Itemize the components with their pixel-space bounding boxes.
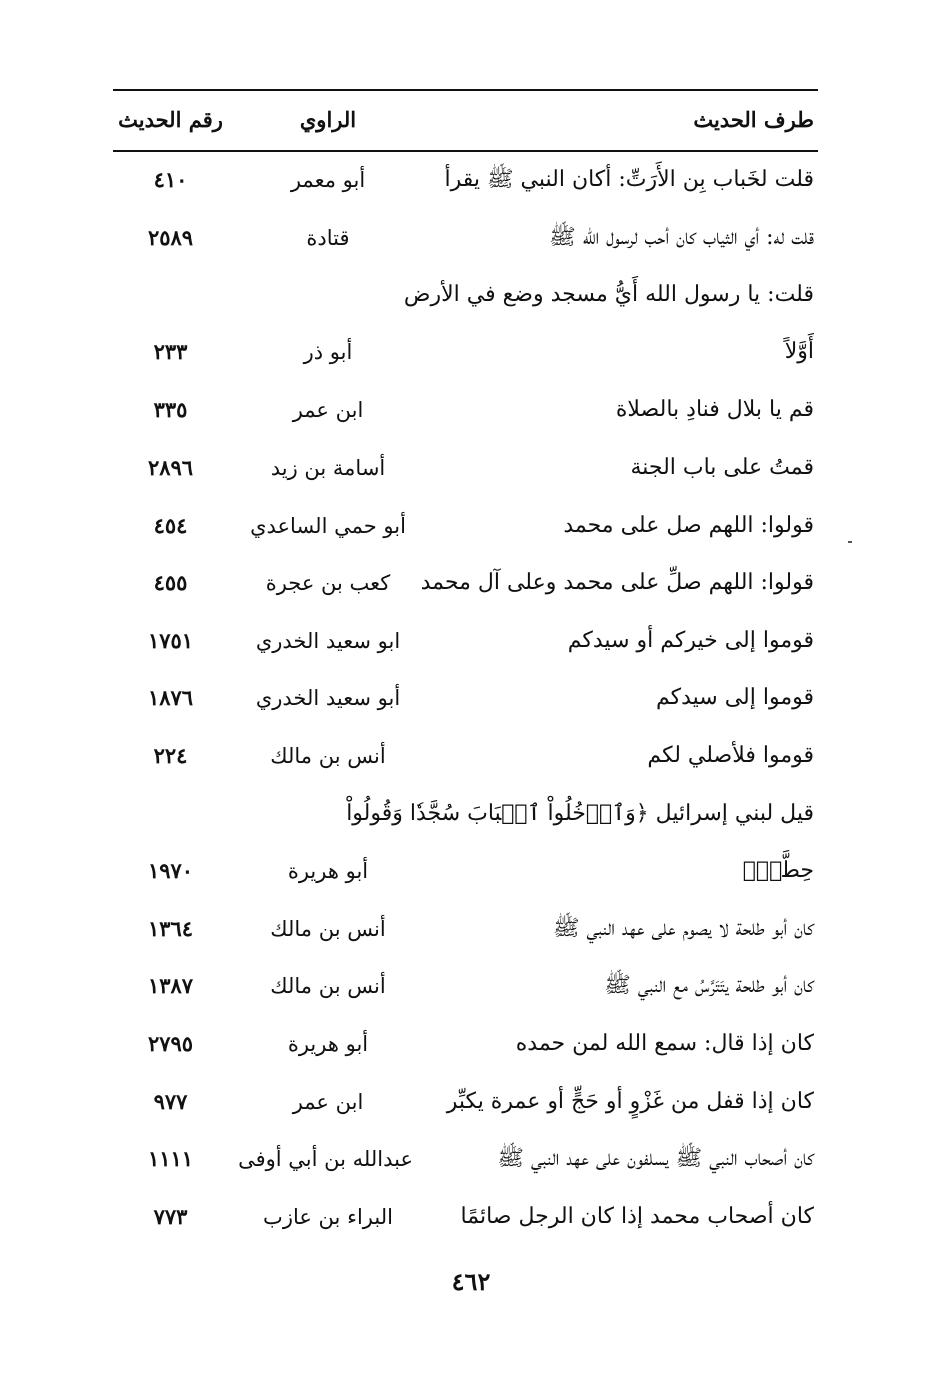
table-row (113, 1131, 818, 1189)
table-row (113, 786, 818, 901)
hadith-number: ٤٥٤ (153, 512, 188, 538)
rawi-name: ابن عمر (292, 398, 364, 423)
hadith-text: كان أصحاب محمد إذا كان الرجل صائمًا (460, 1203, 814, 1229)
hadith-text: قيل لبني إسرائيل ﴿وَٱدۡخُلُواْ ٱلۡبَابَ سُجَّدٗا وَقُولُواْ (346, 800, 814, 826)
hadith-number: ٢٥٨٩ (147, 224, 194, 250)
rawi-name: أبو معمر (290, 168, 366, 192)
rawi-name: أبو ذر (303, 340, 353, 365)
top-rule (113, 89, 818, 91)
hadith-text: قولوا: اللهم صلِّ على محمد وعلى آل محمد (420, 570, 814, 596)
table-row (113, 958, 818, 1016)
rawi-name: كعب بن عجرة (265, 571, 391, 596)
table-header (113, 100, 818, 146)
table-row (113, 152, 818, 210)
hadith-number: ٤١٠ (153, 167, 188, 192)
hadith-number: ٢٧٩٥ (147, 1030, 194, 1056)
table-row (113, 382, 818, 440)
hadith-text: قولوا: اللهم صل على محمد (563, 512, 814, 538)
table-row (113, 613, 818, 671)
hadith-number: ٣٣٥ (153, 397, 188, 423)
rawi-name: أبو هريرة (287, 858, 369, 883)
hadith-number: ٢٨٩٦ (147, 454, 194, 480)
rawi-name: عبدالله بن أبي أوفى (238, 1147, 413, 1172)
hadith-text: كان أصحاب النبي ﷺ يسلفون على عهد النبي ﷺ (497, 1146, 814, 1172)
rawi-name: ابن عمر (292, 1089, 364, 1114)
hadith-number: ٧٧٣ (153, 1203, 188, 1229)
table-row (113, 670, 818, 728)
hadith-text: كان أبو طلحة لا يصوم على عهد النبي ﷺ (552, 915, 814, 941)
hadith-number: ٢٢٤ (153, 742, 188, 768)
page-number: ٤٦٢ (451, 1267, 491, 1296)
header-number: رقم الحديث (118, 107, 223, 132)
table-row (113, 267, 818, 382)
hadith-index-table (113, 152, 818, 1246)
hadith-number: ١٧٥١ (147, 627, 194, 653)
rawi-name: أبو حمي الساعدي (250, 513, 406, 538)
hadith-text: قم يا بلال فنادِ بالصلاة (615, 397, 814, 423)
hadith-text: قوموا فلأصلي لكم (647, 742, 814, 768)
hadith-number: ٤٥٥ (153, 570, 188, 596)
hadith-text: كان إذا قفل من غَزْوٍ أو حَجٍّ أو عمرة يكبِّر (446, 1088, 814, 1114)
hadith-text: قلت له: أي الثياب كان أحب لرسول الله ﷺ (549, 224, 814, 250)
rawi-name: أبو سعيد الخدري (255, 686, 401, 711)
rawi-name: أبو هريرة (287, 1031, 369, 1056)
hadith-text: قوموا إلى خيركم أو سيدكم (567, 627, 814, 653)
hadith-number: ١٩٧٠ (147, 857, 194, 883)
rawi-name: قتادة (306, 225, 350, 250)
table-row (113, 555, 818, 613)
header-hadith: طرف الحديث (693, 107, 814, 132)
rawi-name: أنس بن مالك (270, 916, 386, 941)
hadith-number: ١١١١ (147, 1146, 194, 1172)
table-row (113, 728, 818, 786)
hadith-text: قمتُ على باب الجنة (630, 454, 814, 480)
rawi-name: أنس بن مالك (270, 974, 386, 999)
hadith-text: قوموا إلى سيدكم (655, 685, 814, 711)
hadith-number: ١٣٦٤ (147, 915, 194, 941)
hadith-number: ٩٧٧ (153, 1088, 188, 1114)
scan-speck (848, 541, 852, 543)
hadith-number: ١٣٨٧ (147, 973, 194, 999)
table-row (113, 1016, 818, 1074)
table-row (113, 210, 818, 268)
header-rawi: الراوي (299, 107, 357, 132)
hadith-text: كان أبو طلحة يتَتَرَّسُ مع النبي ﷺ (604, 973, 814, 999)
hadith-text-continued: حِطَّةٞ﴾ (742, 857, 814, 883)
table-row (113, 1189, 818, 1247)
table-row (113, 901, 818, 959)
hadith-number: ١٨٧٦ (147, 685, 194, 711)
rawi-name: ابو سعيد الخدري (255, 628, 401, 653)
hadith-text: قلت لخَباب بِن الأَرَتِّ: أكان النبي ﷺ يقرأ (444, 167, 814, 192)
table-row (113, 1074, 818, 1132)
hadith-text: كان إذا قال: سمع الله لمن حمده (515, 1030, 814, 1056)
rawi-name: أسامة بن زيد (270, 455, 386, 480)
hadith-text: قلت: يا رسول الله أَيُّ مسجد وضع في الأرض (403, 282, 814, 308)
rawi-name: البراء بن عازب (263, 1204, 393, 1229)
hadith-text-continued: أَوَّلاً (784, 339, 814, 365)
table-row (113, 440, 818, 498)
rawi-name: أنس بن مالك (270, 743, 386, 768)
table-row (113, 498, 818, 556)
hadith-number: ٢٣٣ (153, 339, 188, 365)
